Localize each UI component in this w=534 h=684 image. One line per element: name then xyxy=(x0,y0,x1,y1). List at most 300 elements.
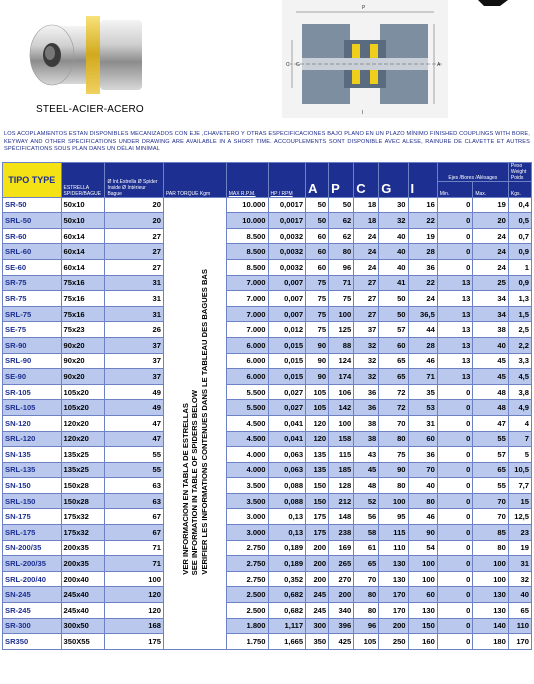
cell-hp: 0,0032 xyxy=(268,244,306,260)
note-fr: VERIFIER LES INFORMATIONS CONTENUES DANS LE TABLEAU DES BAGUES BAS xyxy=(199,269,209,575)
cell-maxrpm: 6.000 xyxy=(226,337,268,353)
spec-table-body xyxy=(3,197,532,649)
cell-p: 270 xyxy=(329,571,354,587)
cell-c: 48 xyxy=(354,478,379,494)
cell-a: 50 xyxy=(306,197,329,213)
cell-a: 60 xyxy=(306,259,329,275)
cell-min: 13 xyxy=(437,337,473,353)
cell-g: 40 xyxy=(379,244,408,260)
header-torque: PAR TORQUE Kgm xyxy=(163,163,226,198)
cell-spider: 90x20 xyxy=(61,337,105,353)
cell-max: 38 xyxy=(473,322,509,338)
cell-kg: 4 xyxy=(508,415,531,431)
header-inside: Ø Int.Estrella Ø Spider Inside Ø Intérieur Bague xyxy=(105,163,164,198)
cell-inside: 55 xyxy=(105,462,164,478)
cell-spider: 120x20 xyxy=(61,431,105,447)
cell-type: SR-75 xyxy=(3,291,62,307)
cell-a: 90 xyxy=(306,369,329,385)
cell-min: 0 xyxy=(437,213,473,229)
cell-inside: 49 xyxy=(105,384,164,400)
cell-c: 61 xyxy=(354,540,379,556)
cell-hp: 0,007 xyxy=(268,306,306,322)
cell-c: 37 xyxy=(354,322,379,338)
cell-hp: 0,0032 xyxy=(268,228,306,244)
table-row xyxy=(3,400,532,416)
table-row xyxy=(3,306,532,322)
table-row xyxy=(3,509,532,525)
cell-i: 100 xyxy=(408,556,437,572)
cell-max: 57 xyxy=(473,447,509,463)
cell-min: 0 xyxy=(437,259,473,275)
cell-max: 80 xyxy=(473,540,509,556)
cell-g: 72 xyxy=(379,384,408,400)
cell-type: SRL-200/35 xyxy=(3,556,62,572)
technical-drawing xyxy=(282,0,448,118)
cell-max: 34 xyxy=(473,291,509,307)
cell-c: 56 xyxy=(354,509,379,525)
cell-inside: 71 xyxy=(105,540,164,556)
cell-a: 105 xyxy=(306,384,329,400)
cell-spider: 60x14 xyxy=(61,228,105,244)
cell-type: SE-90 xyxy=(3,369,62,385)
cell-maxrpm: 7.000 xyxy=(226,322,268,338)
cell-g: 95 xyxy=(379,509,408,525)
cell-maxrpm: 2.500 xyxy=(226,587,268,603)
cell-i: 80 xyxy=(408,493,437,509)
cell-min: 0 xyxy=(437,415,473,431)
cell-i: 16 xyxy=(408,197,437,213)
header-c: C xyxy=(354,163,379,198)
cell-maxrpm: 1.750 xyxy=(226,634,268,650)
cell-spider: 105x20 xyxy=(61,400,105,416)
cell-type: SN-175 xyxy=(3,509,62,525)
cell-p: 106 xyxy=(329,384,354,400)
cell-hp: 0,682 xyxy=(268,603,306,619)
cell-a: 120 xyxy=(306,415,329,431)
cell-i: 28 xyxy=(408,244,437,260)
cell-a: 200 xyxy=(306,556,329,572)
cell-type: SRL-105 xyxy=(3,400,62,416)
drawing-label-a: A xyxy=(437,62,441,68)
cell-p: 340 xyxy=(329,603,354,619)
cell-spider: 150x28 xyxy=(61,493,105,509)
cell-a: 150 xyxy=(306,493,329,509)
cell-kg: 40 xyxy=(508,587,531,603)
table-row xyxy=(3,291,532,307)
cell-c: 70 xyxy=(354,571,379,587)
cell-kg: 12,5 xyxy=(508,509,531,525)
cell-type: SRL-175 xyxy=(3,525,62,541)
cell-max: 45 xyxy=(473,369,509,385)
cell-p: 396 xyxy=(329,618,354,634)
cell-type: SRL-60 xyxy=(3,244,62,260)
header-peso: Peso Weight Poids xyxy=(508,163,531,182)
cell-c: 18 xyxy=(354,213,379,229)
cell-min: 0 xyxy=(437,634,473,650)
cell-c: 32 xyxy=(354,353,379,369)
cell-min: 0 xyxy=(437,228,473,244)
cell-g: 80 xyxy=(379,431,408,447)
cell-kg: 23 xyxy=(508,525,531,541)
cell-type: SN-200/35 xyxy=(3,540,62,556)
cell-type: SN-135 xyxy=(3,447,62,463)
cell-spider: 75x23 xyxy=(61,322,105,338)
cell-i: 150 xyxy=(408,618,437,634)
table-row xyxy=(3,587,532,603)
cell-g: 72 xyxy=(379,400,408,416)
table-row xyxy=(3,353,532,369)
cell-type: SN-150 xyxy=(3,478,62,494)
black-corner-shape xyxy=(478,0,508,6)
cell-a: 135 xyxy=(306,447,329,463)
cell-maxrpm: 2.750 xyxy=(226,540,268,556)
cell-max: 65 xyxy=(473,462,509,478)
cell-i: 71 xyxy=(408,369,437,385)
cell-max: 20 xyxy=(473,213,509,229)
cell-i: 40 xyxy=(408,478,437,494)
cell-hp: 0,015 xyxy=(268,369,306,385)
cell-p: 128 xyxy=(329,478,354,494)
cell-g: 57 xyxy=(379,322,408,338)
cell-kg: 0,7 xyxy=(508,228,531,244)
cell-kg: 170 xyxy=(508,634,531,650)
cell-maxrpm: 2.750 xyxy=(226,556,268,572)
cell-a: 175 xyxy=(306,509,329,525)
cell-maxrpm: 4.500 xyxy=(226,431,268,447)
cell-c: 58 xyxy=(354,525,379,541)
cell-min: 0 xyxy=(437,197,473,213)
cell-maxrpm: 2.750 xyxy=(226,571,268,587)
header-kgs: Kgs. xyxy=(508,182,531,198)
drawing-label-i: I xyxy=(362,110,364,116)
cell-g: 170 xyxy=(379,603,408,619)
cell-spider: 350X55 xyxy=(61,634,105,650)
cell-g: 100 xyxy=(379,493,408,509)
cell-maxrpm: 7.000 xyxy=(226,306,268,322)
cell-p: 124 xyxy=(329,353,354,369)
cell-p: 62 xyxy=(329,228,354,244)
cell-min: 13 xyxy=(437,353,473,369)
cell-c: 27 xyxy=(354,306,379,322)
table-row xyxy=(3,603,532,619)
cell-c: 45 xyxy=(354,462,379,478)
cell-min: 0 xyxy=(437,525,473,541)
cell-i: 70 xyxy=(408,462,437,478)
cell-kg: 2,2 xyxy=(508,337,531,353)
cell-g: 32 xyxy=(379,213,408,229)
cell-type: SRL-135 xyxy=(3,462,62,478)
cell-type: SR-50 xyxy=(3,197,62,213)
cell-p: 88 xyxy=(329,337,354,353)
cell-c: 27 xyxy=(354,275,379,291)
cell-c: 24 xyxy=(354,259,379,275)
cell-g: 65 xyxy=(379,369,408,385)
cell-a: 75 xyxy=(306,306,329,322)
cell-spider: 75x16 xyxy=(61,291,105,307)
cell-kg: 1 xyxy=(508,259,531,275)
cell-kg: 1,3 xyxy=(508,291,531,307)
cell-g: 90 xyxy=(379,462,408,478)
cell-min: 0 xyxy=(437,400,473,416)
table-row xyxy=(3,478,532,494)
table-row xyxy=(3,431,532,447)
spider-info-note xyxy=(163,197,226,649)
cell-p: 158 xyxy=(329,431,354,447)
cell-a: 50 xyxy=(306,213,329,229)
cell-maxrpm: 5.500 xyxy=(226,400,268,416)
cell-g: 50 xyxy=(379,291,408,307)
header-max: Max. xyxy=(473,182,509,198)
cell-spider: 175x32 xyxy=(61,509,105,525)
cell-maxrpm: 8.500 xyxy=(226,259,268,275)
cell-inside: 120 xyxy=(105,587,164,603)
cell-spider: 200x35 xyxy=(61,540,105,556)
cell-inside: 47 xyxy=(105,415,164,431)
cell-c: 24 xyxy=(354,244,379,260)
cell-min: 0 xyxy=(437,462,473,478)
cell-max: 24 xyxy=(473,244,509,260)
cell-a: 120 xyxy=(306,431,329,447)
cell-spider: 150x28 xyxy=(61,478,105,494)
cell-type: SE-75 xyxy=(3,322,62,338)
cell-i: 54 xyxy=(408,540,437,556)
table-row xyxy=(3,213,532,229)
cell-maxrpm: 10.000 xyxy=(226,213,268,229)
cell-min: 0 xyxy=(437,478,473,494)
cell-maxrpm: 5.500 xyxy=(226,384,268,400)
header-p: P xyxy=(329,163,354,198)
cell-i: 46 xyxy=(408,353,437,369)
cell-min: 0 xyxy=(437,447,473,463)
cell-min: 0 xyxy=(437,571,473,587)
cell-spider: 135x25 xyxy=(61,447,105,463)
cell-spider: 90x20 xyxy=(61,353,105,369)
cell-inside: 27 xyxy=(105,259,164,275)
cell-c: 18 xyxy=(354,197,379,213)
cell-p: 148 xyxy=(329,509,354,525)
cell-hp: 0,063 xyxy=(268,447,306,463)
cell-min: 13 xyxy=(437,322,473,338)
cell-inside: 31 xyxy=(105,291,164,307)
cell-spider: 50x10 xyxy=(61,213,105,229)
cell-hp: 0,0032 xyxy=(268,259,306,275)
header-spider: ESTRELLA SPIDER/BAGUE xyxy=(61,163,105,198)
table-row xyxy=(3,415,532,431)
cell-max: 24 xyxy=(473,259,509,275)
drawing-label-p: P xyxy=(362,5,366,11)
cell-c: 52 xyxy=(354,493,379,509)
cell-inside: 168 xyxy=(105,618,164,634)
cell-hp: 0,027 xyxy=(268,400,306,416)
cell-a: 245 xyxy=(306,603,329,619)
description-text: LOS ACOPLAMIENTOS ESTAN DISPONIBLES MECANIZADOS CON EJE ,CHAVETERO Y OTRAS ESPECIFICACIONES BAJO PLANO EN UN PLAZO MÍNIMO FINISHED COUPLINGS WITH BORE, KEYWAY AND OTHER SPECIFICATIONS UNDER DRAWING ARE AVAILABLE IN A SHORT TIME. ACCOUPLEMENTS SONT DISPONIBLE AVEC ALESE, RAINURE DE CLAVETTE ET AUTRES SPÉCIFICATIONS SOUS PLAN DANS UN DÉLAI MINIMAL xyxy=(4,131,530,153)
cell-inside: 26 xyxy=(105,322,164,338)
cell-c: 80 xyxy=(354,603,379,619)
cell-a: 175 xyxy=(306,525,329,541)
cell-p: 96 xyxy=(329,259,354,275)
cell-i: 35 xyxy=(408,384,437,400)
cell-g: 130 xyxy=(379,571,408,587)
cell-min: 13 xyxy=(437,275,473,291)
cell-maxrpm: 4.000 xyxy=(226,462,268,478)
cell-spider: 200x40 xyxy=(61,571,105,587)
cell-max: 47 xyxy=(473,415,509,431)
cell-a: 90 xyxy=(306,337,329,353)
cell-inside: 47 xyxy=(105,431,164,447)
cell-hp: 0,012 xyxy=(268,322,306,338)
cell-max: 48 xyxy=(473,400,509,416)
cell-i: 100 xyxy=(408,571,437,587)
cell-inside: 27 xyxy=(105,228,164,244)
cell-kg: 4,9 xyxy=(508,400,531,416)
table-row xyxy=(3,369,532,385)
cell-inside: 175 xyxy=(105,634,164,650)
cell-inside: 49 xyxy=(105,400,164,416)
table-row xyxy=(3,618,532,634)
cell-spider: 105x20 xyxy=(61,384,105,400)
cell-maxrpm: 3.000 xyxy=(226,525,268,541)
cell-kg: 15 xyxy=(508,493,531,509)
cell-spider: 300x50 xyxy=(61,618,105,634)
cell-kg: 65 xyxy=(508,603,531,619)
cell-max: 24 xyxy=(473,228,509,244)
cell-maxrpm: 7.000 xyxy=(226,291,268,307)
cell-p: 200 xyxy=(329,587,354,603)
cell-hp: 0,041 xyxy=(268,431,306,447)
cell-min: 0 xyxy=(437,509,473,525)
cell-inside: 55 xyxy=(105,447,164,463)
cell-p: 142 xyxy=(329,400,354,416)
cell-hp: 0,189 xyxy=(268,556,306,572)
cell-max: 40 xyxy=(473,337,509,353)
cell-a: 200 xyxy=(306,571,329,587)
cell-kg: 19 xyxy=(508,540,531,556)
header-g: G xyxy=(379,163,408,198)
cell-p: 71 xyxy=(329,275,354,291)
cell-a: 90 xyxy=(306,353,329,369)
cell-inside: 20 xyxy=(105,197,164,213)
cell-i: 46 xyxy=(408,509,437,525)
cell-max: 19 xyxy=(473,197,509,213)
cell-max: 48 xyxy=(473,384,509,400)
cell-inside: 63 xyxy=(105,478,164,494)
cell-g: 65 xyxy=(379,353,408,369)
cell-maxrpm: 1.800 xyxy=(226,618,268,634)
cell-maxrpm: 4.000 xyxy=(226,447,268,463)
cell-spider: 200x35 xyxy=(61,556,105,572)
cell-min: 0 xyxy=(437,431,473,447)
cell-min: 13 xyxy=(437,369,473,385)
header-min: Min. xyxy=(437,182,473,198)
cell-p: 75 xyxy=(329,291,354,307)
cell-hp: 0,682 xyxy=(268,587,306,603)
cell-kg: 3,8 xyxy=(508,384,531,400)
table-row xyxy=(3,384,532,400)
cell-type: SR-300 xyxy=(3,618,62,634)
cell-i: 53 xyxy=(408,400,437,416)
cell-hp: 0,13 xyxy=(268,525,306,541)
cell-hp: 0,352 xyxy=(268,571,306,587)
cell-min: 0 xyxy=(437,493,473,509)
cell-c: 43 xyxy=(354,447,379,463)
cell-hp: 0,13 xyxy=(268,509,306,525)
cell-c: 27 xyxy=(354,291,379,307)
cell-inside: 120 xyxy=(105,603,164,619)
header-area xyxy=(0,0,534,128)
cell-g: 80 xyxy=(379,478,408,494)
cell-kg: 3,3 xyxy=(508,353,531,369)
cell-g: 75 xyxy=(379,447,408,463)
table-row xyxy=(3,571,532,587)
cell-hp: 0,015 xyxy=(268,353,306,369)
cell-i: 36 xyxy=(408,259,437,275)
cell-min: 13 xyxy=(437,291,473,307)
cell-hp: 0,0017 xyxy=(268,197,306,213)
cell-c: 38 xyxy=(354,415,379,431)
cell-spider: 175x32 xyxy=(61,525,105,541)
cell-a: 75 xyxy=(306,322,329,338)
cell-i: 60 xyxy=(408,587,437,603)
table-row xyxy=(3,228,532,244)
cell-c: 65 xyxy=(354,556,379,572)
cell-maxrpm: 7.000 xyxy=(226,275,268,291)
cell-min: 13 xyxy=(437,306,473,322)
cell-inside: 67 xyxy=(105,509,164,525)
cell-kg: 110 xyxy=(508,618,531,634)
cell-max: 140 xyxy=(473,618,509,634)
cell-a: 350 xyxy=(306,634,329,650)
cell-kg: 0,5 xyxy=(508,213,531,229)
cell-inside: 100 xyxy=(105,571,164,587)
cell-inside: 37 xyxy=(105,337,164,353)
cell-i: 31 xyxy=(408,415,437,431)
cell-a: 60 xyxy=(306,244,329,260)
cell-a: 75 xyxy=(306,275,329,291)
cell-min: 0 xyxy=(437,587,473,603)
cell-spider: 75x16 xyxy=(61,275,105,291)
cell-i: 36,5 xyxy=(408,306,437,322)
table-row xyxy=(3,634,532,650)
cell-c: 24 xyxy=(354,228,379,244)
cell-hp: 0,027 xyxy=(268,384,306,400)
cell-i: 36 xyxy=(408,447,437,463)
cell-p: 115 xyxy=(329,447,354,463)
cell-inside: 71 xyxy=(105,556,164,572)
cell-g: 60 xyxy=(379,337,408,353)
cell-maxrpm: 3.000 xyxy=(226,509,268,525)
cell-type: SRL-90 xyxy=(3,353,62,369)
cell-min: 0 xyxy=(437,556,473,572)
cell-p: 425 xyxy=(329,634,354,650)
cell-kg: 7,7 xyxy=(508,478,531,494)
table-row xyxy=(3,259,532,275)
cell-maxrpm: 4.500 xyxy=(226,415,268,431)
cell-spider: 60x14 xyxy=(61,244,105,260)
cell-hp: 1,665 xyxy=(268,634,306,650)
cell-c: 96 xyxy=(354,618,379,634)
cell-max: 55 xyxy=(473,478,509,494)
cell-min: 0 xyxy=(437,244,473,260)
cell-hp: 0,063 xyxy=(268,462,306,478)
cell-hp: 0,189 xyxy=(268,540,306,556)
table-row xyxy=(3,197,532,213)
header-a: A xyxy=(306,163,329,198)
cell-a: 135 xyxy=(306,462,329,478)
cell-p: 62 xyxy=(329,213,354,229)
cell-i: 130 xyxy=(408,603,437,619)
header-hp-rpm: HP / RPM xyxy=(268,163,306,198)
cell-kg: 2,5 xyxy=(508,322,531,338)
